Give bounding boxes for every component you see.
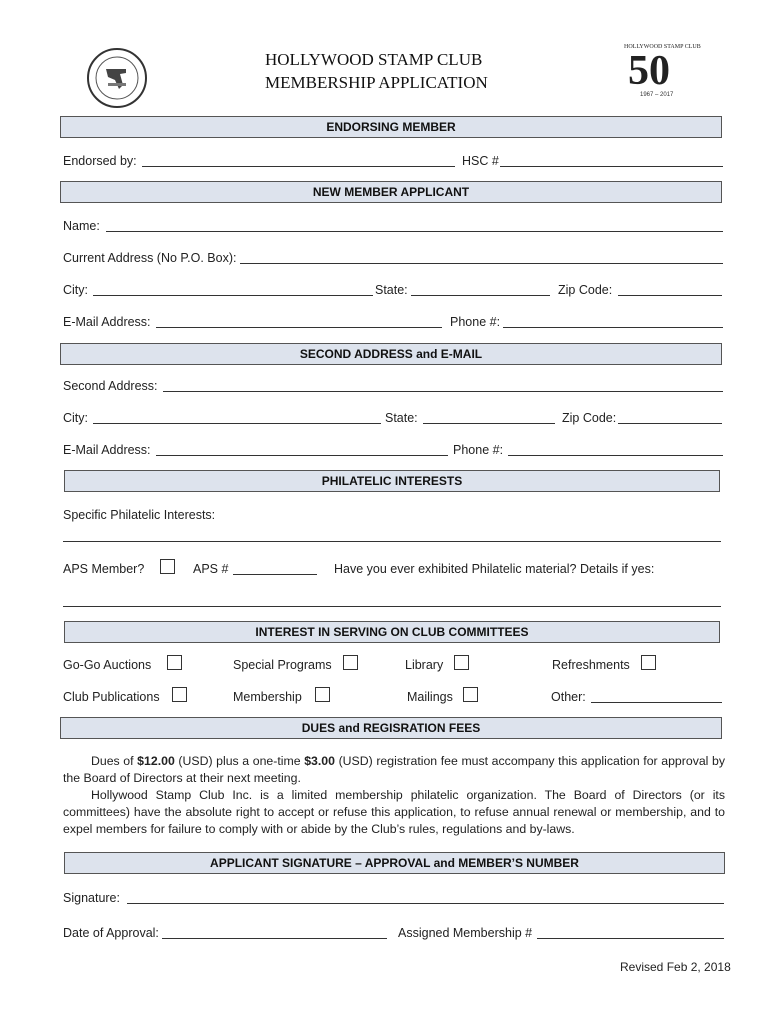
other-field[interactable] xyxy=(591,702,722,703)
email-label: E-Mail Address: xyxy=(63,315,151,329)
anniversary-club-text: HOLLYWOOD STAMP CLUB xyxy=(624,44,701,50)
signature-field[interactable] xyxy=(127,903,724,904)
library-label: Library xyxy=(405,658,444,672)
name-field[interactable] xyxy=(106,231,723,232)
aps-number-label: APS # xyxy=(193,562,229,576)
hsc-number-field[interactable] xyxy=(500,166,723,167)
special-programs-label: Special Programs xyxy=(233,658,332,672)
second-email-field[interactable] xyxy=(156,455,448,456)
exhibited-label: Have you ever exhibited Philatelic material? Details if yes: xyxy=(334,562,655,576)
refreshments-checkbox[interactable] xyxy=(641,655,656,670)
club-publications-label: Club Publications xyxy=(63,690,160,704)
endorsed-by-label: Endorsed by: xyxy=(63,154,137,168)
exhibited-details-field[interactable] xyxy=(63,606,721,607)
mailings-checkbox[interactable] xyxy=(463,687,478,702)
second-state-label: State: xyxy=(385,411,418,425)
name-label: Name: xyxy=(63,219,100,233)
policy-paragraph: Hollywood Stamp Club Inc. is a limited membership philatelic organization. The Board of Directors (or its committees) have the absolute right to accept or refuse this application, to refuse annual renewal or membership, and to expel members for failure to comply with or abide by the Club’s rules, regulations and by-laws. xyxy=(63,788,725,836)
second-zip-label: Zip Code: xyxy=(562,411,617,425)
date-of-approval-field[interactable] xyxy=(162,938,387,939)
state-label: State: xyxy=(375,283,408,297)
assigned-membership-label: Assigned Membership # xyxy=(398,926,533,940)
zip-code-label: Zip Code: xyxy=(558,283,613,297)
gogo-auctions-label: Go-Go Auctions xyxy=(63,658,152,672)
gogo-auctions-checkbox[interactable] xyxy=(167,655,182,670)
anniversary-number: 50 xyxy=(628,48,670,94)
dues-amount: $12.00 xyxy=(137,754,175,768)
section-applicant-signature: APPLICANT SIGNATURE – APPROVAL and MEMBER’S NUMBER xyxy=(64,852,725,874)
anniversary-years: 1967 – 2017 xyxy=(640,92,674,98)
section-new-member-applicant: NEW MEMBER APPLICANT xyxy=(60,181,722,203)
second-city-label: City: xyxy=(63,411,88,425)
section-philatelic-interests: PHILATELIC INTERESTS xyxy=(64,470,720,492)
section-dues-fees: DUES and REGISRATION FEES xyxy=(60,717,722,739)
second-address-label: Second Address: xyxy=(63,379,158,393)
refreshments-label: Refreshments xyxy=(552,658,630,672)
form-title-line2: MEMBERSHIP APPLICATION xyxy=(265,73,488,92)
second-address-field[interactable] xyxy=(163,391,723,392)
membership-label: Membership xyxy=(233,690,302,704)
endorsed-by-field[interactable] xyxy=(142,166,455,167)
membership-checkbox[interactable] xyxy=(315,687,330,702)
library-checkbox[interactable] xyxy=(454,655,469,670)
other-label: Other: xyxy=(551,690,586,704)
section-club-committees: INTEREST IN SERVING ON CLUB COMMITTEES xyxy=(64,621,720,643)
city-field[interactable] xyxy=(93,295,373,296)
revised-date: Revised Feb 2, 2018 xyxy=(620,960,731,974)
current-address-label: Current Address (No P.O. Box): xyxy=(63,251,237,265)
second-city-field[interactable] xyxy=(93,423,381,424)
phone-label: Phone #: xyxy=(450,315,501,329)
anniversary-logo xyxy=(620,44,700,104)
mailings-label: Mailings xyxy=(407,690,453,704)
zip-code-field[interactable] xyxy=(618,295,722,296)
aps-number-field[interactable] xyxy=(233,574,317,575)
registration-fee-amount: $3.00 xyxy=(304,754,335,768)
specific-interests-label: Specific Philatelic Interests: xyxy=(63,508,216,522)
club-seal-logo xyxy=(86,47,148,109)
state-field[interactable] xyxy=(411,295,550,296)
section-endorsing-member: ENDORSING MEMBER xyxy=(60,116,722,138)
second-zip-field[interactable] xyxy=(618,423,722,424)
signature-label: Signature: xyxy=(63,891,120,905)
email-field[interactable] xyxy=(156,327,442,328)
special-programs-checkbox[interactable] xyxy=(343,655,358,670)
specific-interests-field[interactable] xyxy=(63,541,721,542)
dues-paragraph: Dues of $12.00 (USD) plus a one-time $3.00 (USD) registration fee must accompany this application for approval by the Board of Directors at their next meeting. Hollywood Stamp Club Inc. is a limited membership philatelic organization. The Board of Directors (or its committees) have the absolute right to accept or refuse this application, to refuse annual renewal or membership, and to expel members for failure to comply with or abide by the Club’s rules, regulations and by-laws. xyxy=(63,754,725,836)
phone-field[interactable] xyxy=(503,327,723,328)
aps-member-label: APS Member? xyxy=(63,562,145,576)
second-phone-field[interactable] xyxy=(508,455,723,456)
second-state-field[interactable] xyxy=(423,423,555,424)
hsc-number-label: HSC # xyxy=(462,154,499,168)
aps-member-checkbox[interactable] xyxy=(160,559,175,574)
second-phone-label: Phone #: xyxy=(453,443,504,457)
assigned-membership-field[interactable] xyxy=(537,938,724,939)
form-title-line1: HOLLYWOOD STAMP CLUB xyxy=(265,50,483,69)
club-publications-checkbox[interactable] xyxy=(172,687,187,702)
section-second-address: SECOND ADDRESS and E-MAIL xyxy=(60,343,722,365)
date-of-approval-label: Date of Approval: xyxy=(63,926,159,940)
second-email-label: E-Mail Address: xyxy=(63,443,151,457)
city-label: City: xyxy=(63,283,88,297)
current-address-field[interactable] xyxy=(240,263,723,264)
